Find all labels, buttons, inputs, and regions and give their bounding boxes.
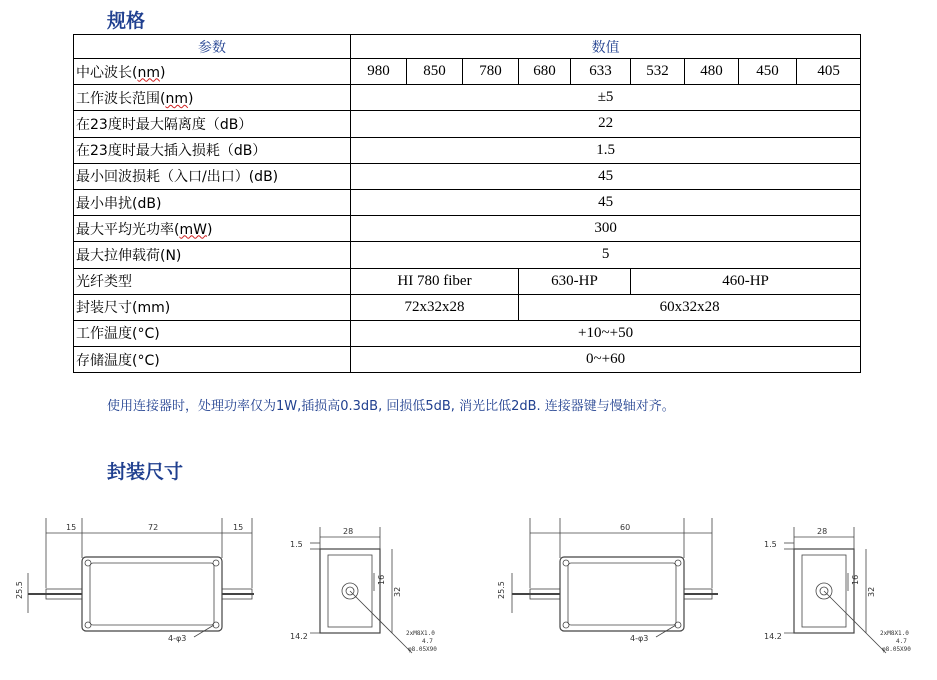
row-label: 最大平均光功率(mW) bbox=[74, 216, 351, 242]
table-row bbox=[74, 137, 861, 163]
row-label: 在23度时最大插入损耗（dB） bbox=[74, 137, 351, 163]
table-row bbox=[74, 242, 861, 268]
table-header-row bbox=[74, 35, 861, 59]
chamfer-spec: φ8.05X90 bbox=[408, 646, 437, 653]
large-package-side-drawing bbox=[288, 523, 458, 663]
thread-depth: 4.7 bbox=[896, 638, 907, 645]
dim-height: 32 bbox=[867, 586, 876, 597]
chamfer-spec: φ8.05X90 bbox=[882, 646, 911, 653]
wavelength-cell: 680 bbox=[519, 59, 571, 85]
row-value: +10~+50 bbox=[351, 320, 861, 346]
table-row bbox=[74, 320, 861, 346]
row-value: 0~+60 bbox=[351, 347, 861, 373]
row-label: 最小回波损耗（入口/出口）(dB) bbox=[74, 163, 351, 189]
table-row bbox=[74, 163, 861, 189]
table-row bbox=[74, 85, 861, 111]
dim-height: 25.5 bbox=[497, 581, 506, 599]
small-package-side-drawing bbox=[762, 523, 932, 663]
spec-section-title: 规格 bbox=[107, 10, 146, 32]
row-value: 300 bbox=[351, 216, 861, 242]
large-package-top-drawing bbox=[8, 513, 264, 643]
dim-offset: 16 bbox=[851, 574, 860, 585]
package-size-cell: 72x32x28 bbox=[351, 294, 519, 320]
table-row bbox=[74, 347, 861, 373]
dim-width: 72 bbox=[148, 523, 159, 532]
row-label: 在23度时最大隔离度（dB） bbox=[74, 111, 351, 137]
fiber-type-cell: 460-HP bbox=[631, 268, 861, 294]
row-value: 45 bbox=[351, 189, 861, 215]
wavelength-cell: 850 bbox=[407, 59, 463, 85]
dim-holes: 4-φ3 bbox=[168, 634, 187, 643]
table-row bbox=[74, 59, 861, 85]
small-package-top-drawing bbox=[490, 513, 725, 643]
dim-left-side: 15 bbox=[66, 523, 77, 532]
row-value: 1.5 bbox=[351, 137, 861, 163]
spec-table bbox=[73, 34, 861, 373]
dim-top: 1.5 bbox=[764, 540, 777, 549]
dim-offset: 16 bbox=[377, 574, 386, 585]
table-row bbox=[74, 189, 861, 215]
table-row bbox=[74, 111, 861, 137]
dim-height: 25.5 bbox=[15, 581, 24, 599]
row-label: 最大拉伸载荷(N) bbox=[74, 242, 351, 268]
row-value: 22 bbox=[351, 111, 861, 137]
table-row bbox=[74, 294, 861, 320]
wavelength-cell: 405 bbox=[797, 59, 861, 85]
table-row bbox=[74, 216, 861, 242]
dim-right-side: 15 bbox=[233, 523, 244, 532]
wavelength-cell: 633 bbox=[571, 59, 631, 85]
fiber-type-cell: 630-HP bbox=[519, 268, 631, 294]
row-label: 中心波长(nm) bbox=[74, 59, 351, 85]
row-label: 光纤类型 bbox=[74, 268, 351, 294]
dim-width: 28 bbox=[817, 527, 828, 536]
header-param: 参数 bbox=[74, 35, 351, 59]
wavelength-cell: 480 bbox=[685, 59, 739, 85]
row-label: 封装尺寸(mm) bbox=[74, 294, 351, 320]
row-value: ±5 bbox=[351, 85, 861, 111]
row-label: 工作温度(°C) bbox=[74, 320, 351, 346]
fiber-type-cell: HI 780 fiber bbox=[351, 268, 519, 294]
dim-top: 1.5 bbox=[290, 540, 303, 549]
dim-bottom: 14.2 bbox=[764, 632, 782, 641]
wavelength-cell: 532 bbox=[631, 59, 685, 85]
dim-width: 60 bbox=[620, 523, 631, 532]
package-size-cell: 60x32x28 bbox=[519, 294, 861, 320]
row-value: 5 bbox=[351, 242, 861, 268]
wavelength-cell: 980 bbox=[351, 59, 407, 85]
row-label: 最小串扰(dB) bbox=[74, 189, 351, 215]
dim-height: 32 bbox=[393, 586, 402, 597]
row-label: 工作波长范围(nm) bbox=[74, 85, 351, 111]
dim-holes: 4-φ3 bbox=[630, 634, 649, 643]
thread-depth: 4.7 bbox=[422, 638, 433, 645]
dim-width: 28 bbox=[343, 527, 354, 536]
wavelength-cell: 450 bbox=[739, 59, 797, 85]
wavelength-cell: 780 bbox=[463, 59, 519, 85]
connector-note: 使用连接器时，处理功率仅为1W,插损高0.3dB, 回损低5dB, 消光比低2dB. 连接器键与慢轴对齐。 bbox=[107, 399, 675, 414]
thread-spec: 2xM8X1.0 bbox=[406, 630, 435, 637]
thread-spec: 2xM8X1.0 bbox=[880, 630, 909, 637]
row-label: 存储温度(°C) bbox=[74, 347, 351, 373]
row-value: 45 bbox=[351, 163, 861, 189]
header-value: 数值 bbox=[351, 35, 861, 59]
package-section-title: 封装尺寸 bbox=[107, 461, 184, 483]
dim-bottom: 14.2 bbox=[290, 632, 308, 641]
table-row bbox=[74, 268, 861, 294]
